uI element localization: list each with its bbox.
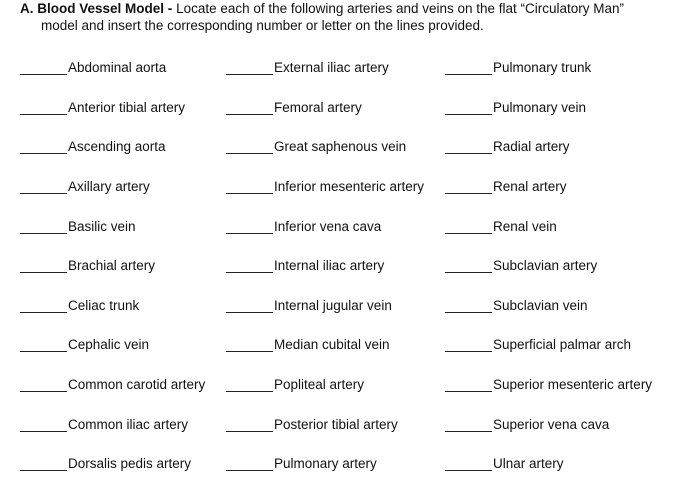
answer-blank[interactable]: [445, 153, 492, 154]
answer-blank[interactable]: [20, 233, 67, 234]
answer-blank[interactable]: [226, 233, 273, 234]
vessel-label: Ulnar artery: [493, 456, 564, 472]
vessel-label: Superior vena cava: [493, 416, 610, 432]
answer-blank[interactable]: [226, 470, 273, 471]
list-item: [445, 365, 652, 405]
vessel-label: Popliteal artery: [274, 377, 365, 393]
list-item: [226, 365, 424, 405]
vessel-label: Inferior vena cava: [274, 218, 382, 234]
vessel-label: Pulmonary artery: [274, 456, 377, 472]
list-item: [226, 246, 424, 286]
vessel-label: Basilic vein: [68, 218, 136, 234]
vessel-label: Median cubital vein: [274, 337, 390, 353]
answer-blank[interactable]: [20, 114, 67, 115]
answer-blank[interactable]: [445, 351, 492, 352]
answer-blank[interactable]: [226, 431, 273, 432]
vessel-label: Ascending aorta: [68, 139, 166, 155]
answer-blank[interactable]: [226, 272, 273, 273]
vessel-label: External iliac artery: [274, 60, 389, 76]
vessel-label: Brachial artery: [68, 258, 156, 274]
answer-blank[interactable]: [445, 74, 492, 75]
vessel-label: Radial artery: [493, 139, 570, 155]
answer-blank[interactable]: [20, 193, 67, 194]
vessel-label: Celiac trunk: [68, 297, 140, 313]
answer-blank[interactable]: [445, 391, 492, 392]
list-item: [20, 127, 205, 167]
section-title: Blood Vessel Model -: [37, 1, 173, 16]
vessel-label: Superior mesenteric artery: [493, 377, 653, 393]
answer-blank[interactable]: [226, 114, 273, 115]
vessel-label: Pulmonary trunk: [493, 60, 592, 76]
list-item: [226, 286, 424, 326]
vessel-label: Pulmonary vein: [493, 99, 587, 115]
section-letter: A.: [20, 1, 34, 16]
instructions: [20, 0, 690, 34]
answer-blank[interactable]: [20, 272, 67, 273]
list-item: [20, 88, 205, 128]
vessel-label: Axillary artery: [68, 179, 150, 195]
list-item: [226, 167, 424, 207]
vessel-label: Common iliac artery: [68, 416, 189, 432]
list-item: [445, 404, 652, 444]
list-item: [20, 286, 205, 326]
list-item: [226, 88, 424, 128]
vessel-label: Abdominal aorta: [68, 60, 167, 76]
list-item: [20, 48, 205, 88]
vessel-label: Dorsalis pedis artery: [68, 456, 192, 472]
list-item: [20, 404, 205, 444]
answer-blank[interactable]: [20, 391, 67, 392]
answer-blank[interactable]: [445, 470, 492, 471]
answer-blank[interactable]: [445, 193, 492, 194]
answer-blank[interactable]: [20, 351, 67, 352]
answer-blank[interactable]: [226, 351, 273, 352]
vessel-label: Renal vein: [493, 218, 557, 234]
list-item: [226, 127, 424, 167]
answer-blank[interactable]: [445, 233, 492, 234]
vessel-label: Internal iliac artery: [274, 258, 385, 274]
list-item: [226, 206, 424, 246]
instruction-line-1: Locate each of the following arteries and veins on the flat “Circulatory Man”: [176, 1, 625, 16]
answer-blank[interactable]: [20, 312, 67, 313]
answer-blank[interactable]: [20, 153, 67, 154]
answer-blank[interactable]: [20, 74, 67, 75]
list-item: [20, 206, 205, 246]
answer-blank[interactable]: [445, 114, 492, 115]
list-item: [20, 167, 205, 207]
list-item: [20, 365, 205, 405]
vessel-label: Common carotid artery: [68, 377, 206, 393]
list-item: [445, 444, 652, 484]
column-2: [226, 48, 424, 484]
instruction-line-2: model and insert the corresponding number or letter on the lines provided.: [41, 18, 484, 33]
list-item: [445, 48, 652, 88]
vessel-label: Subclavian artery: [493, 258, 598, 274]
vessel-label: Subclavian vein: [493, 297, 588, 313]
list-item: [226, 444, 424, 484]
vessel-label: Femoral artery: [274, 99, 362, 115]
list-item: [445, 88, 652, 128]
list-item: [445, 246, 652, 286]
list-item: [445, 127, 652, 167]
vessel-label: Posterior tibial artery: [274, 416, 398, 432]
list-item: [226, 404, 424, 444]
answer-blank[interactable]: [20, 431, 67, 432]
answer-blank[interactable]: [445, 272, 492, 273]
vessel-label: Internal jugular vein: [274, 297, 392, 313]
answer-blank[interactable]: [445, 312, 492, 313]
answer-blank[interactable]: [226, 391, 273, 392]
list-item: [445, 206, 652, 246]
vessel-label: Renal artery: [493, 179, 567, 195]
answer-blank[interactable]: [445, 431, 492, 432]
answer-blank[interactable]: [226, 153, 273, 154]
column-1: [20, 48, 205, 484]
list-item: [20, 325, 205, 365]
vessel-label: Anterior tibial artery: [68, 99, 186, 115]
vessel-label: Inferior mesenteric artery: [274, 179, 425, 195]
list-item: [20, 246, 205, 286]
list-item: [226, 325, 424, 365]
list-item: [20, 444, 205, 484]
vessel-label: Great saphenous vein: [274, 139, 407, 155]
answer-blank[interactable]: [226, 74, 273, 75]
answer-blank[interactable]: [226, 312, 273, 313]
vessel-label: Superficial palmar arch: [493, 337, 632, 353]
vessel-label: Cephalic vein: [68, 337, 150, 353]
answer-blank[interactable]: [226, 193, 273, 194]
answer-blank[interactable]: [20, 470, 67, 471]
list-item: [445, 325, 652, 365]
list-item: [445, 286, 652, 326]
list-item: [445, 167, 652, 207]
list-item: [226, 48, 424, 88]
column-3: [445, 48, 652, 484]
